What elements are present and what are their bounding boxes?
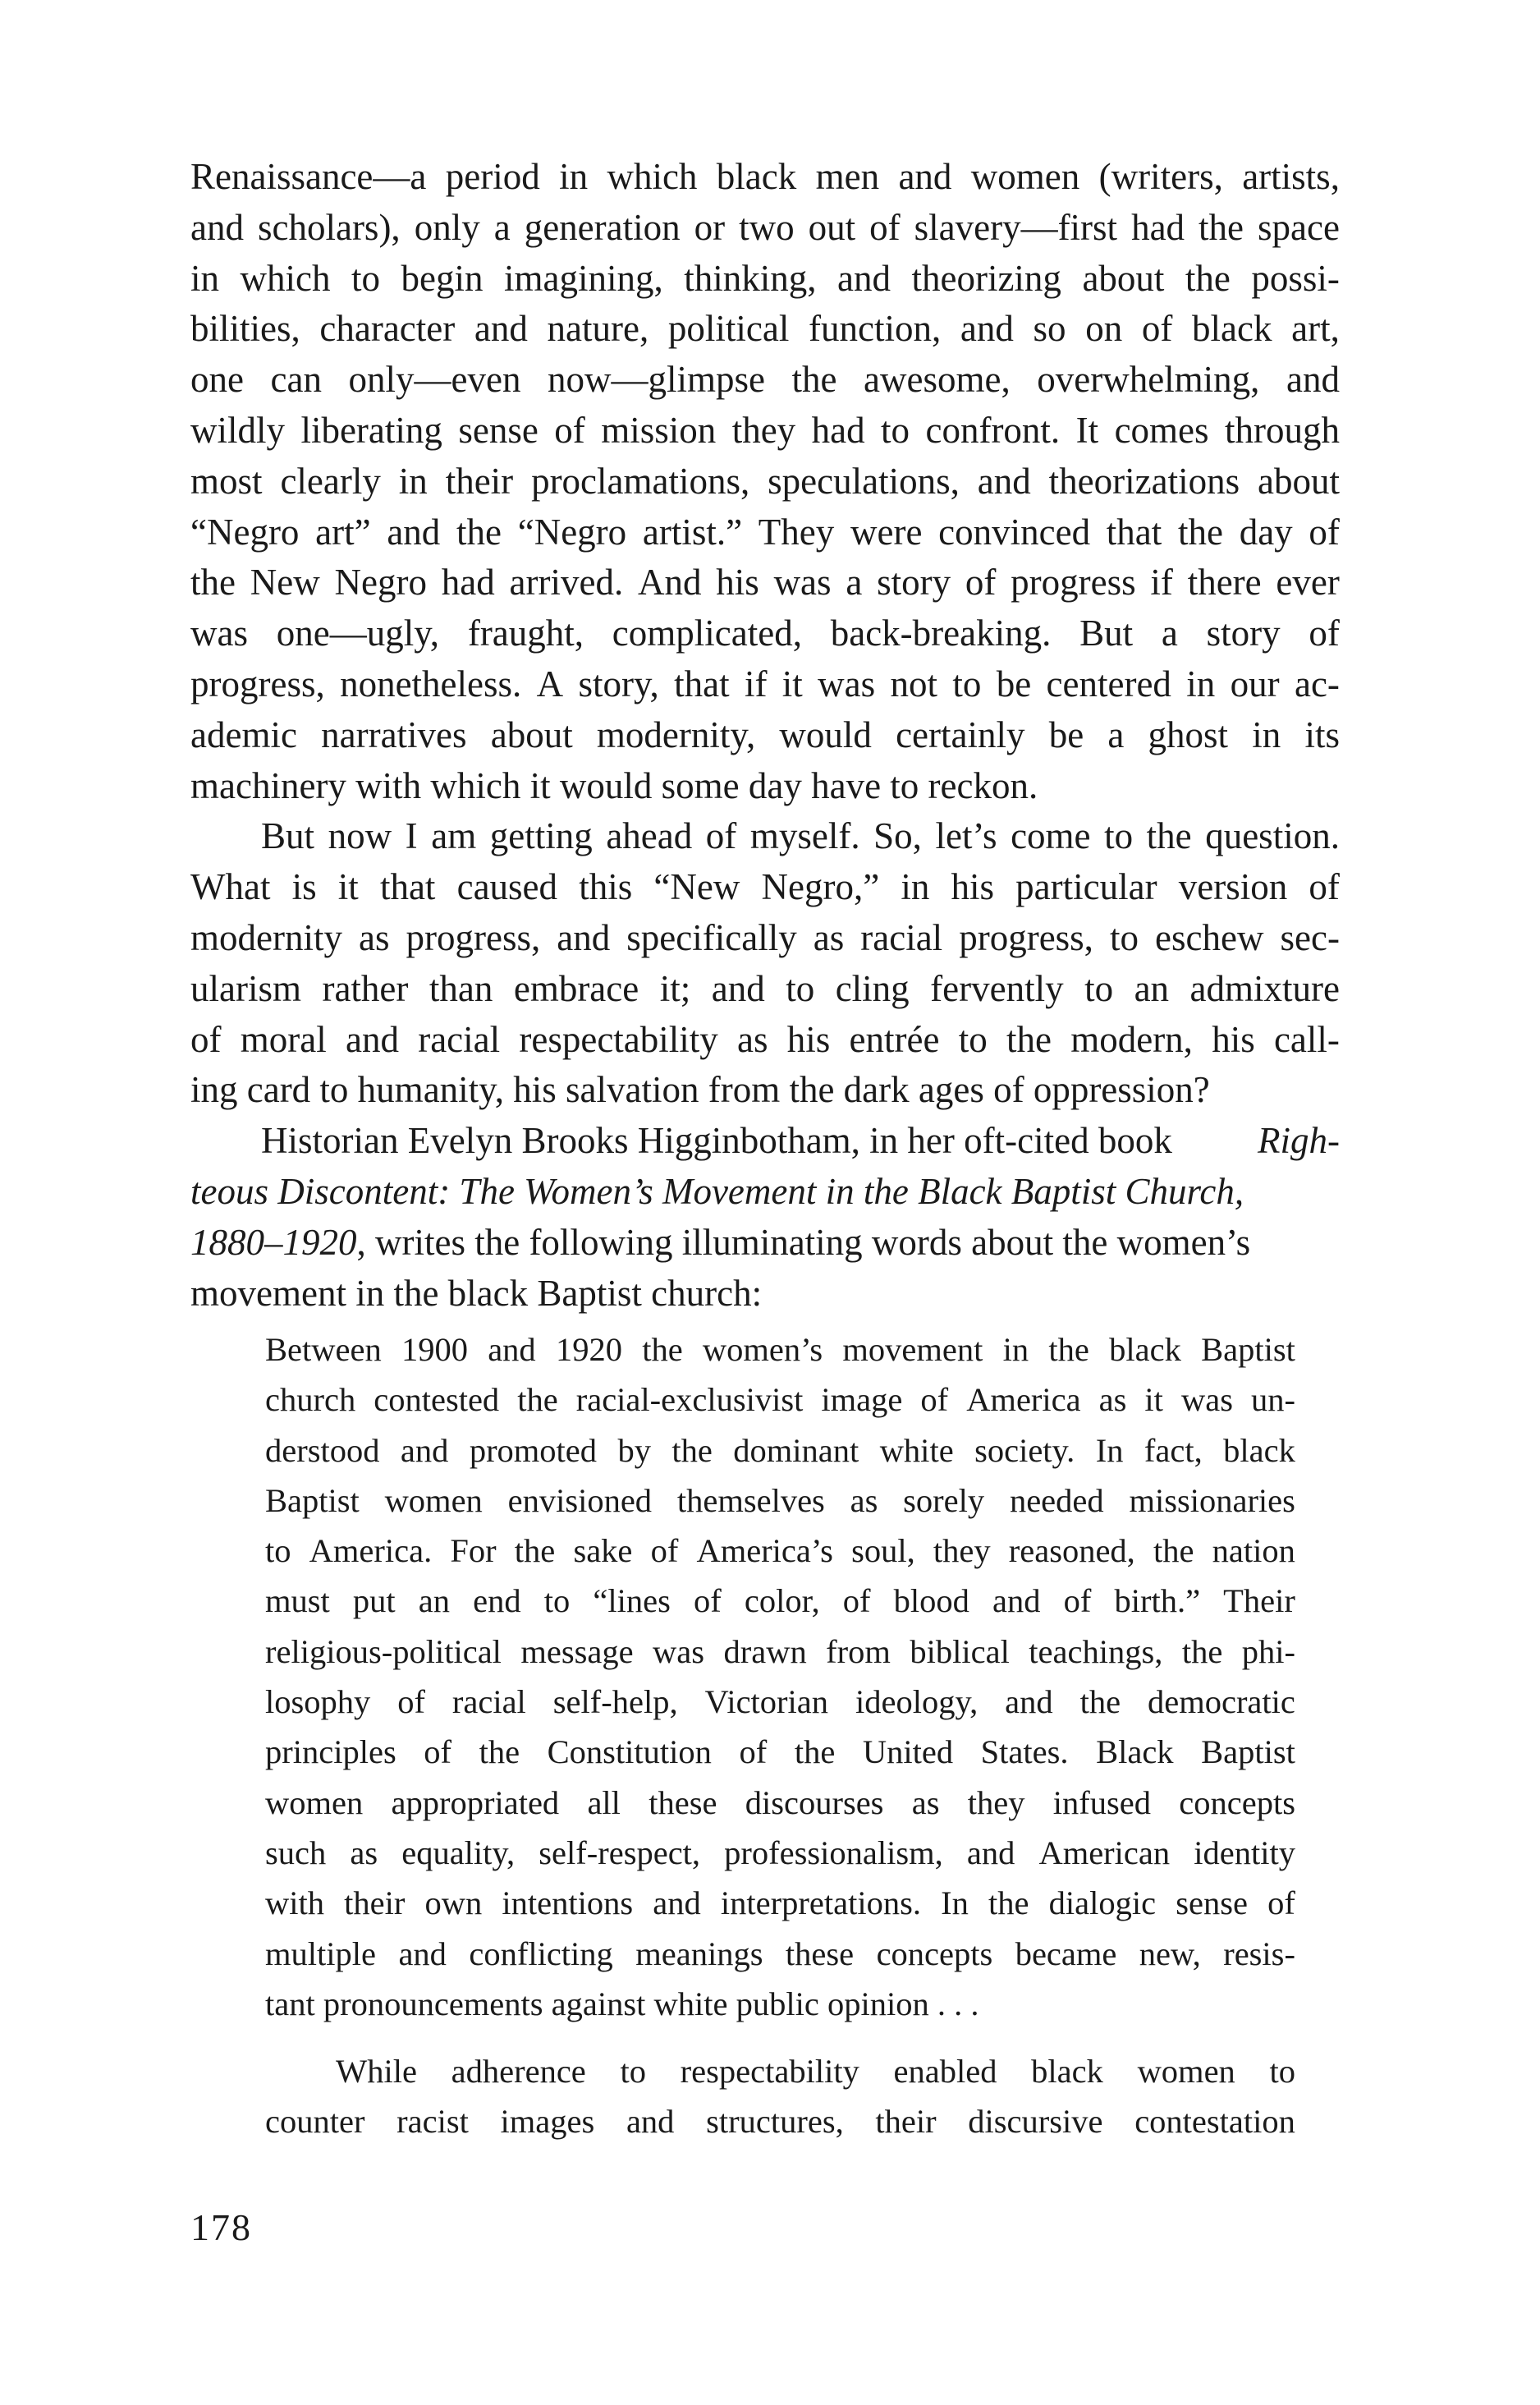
book-title-fragment: teous Discontent: The Women’s Movement in the Black Baptist Church,	[190, 1170, 1244, 1212]
book-title-years: 1880–1920	[190, 1221, 357, 1263]
text-line: to America. For the sake of America’s soul, they reasoned, the nation	[265, 1532, 1295, 1570]
text-line: While adherence to respectability enabled black women to	[336, 2053, 1295, 2090]
paragraph-1	[190, 152, 1340, 811]
text-line: the New Negro had arrived. And his was a story of progress if there ever	[190, 562, 1340, 604]
text-line: derstood and promoted by the dominant white society. In fact, black	[265, 1431, 1295, 1469]
text-line	[190, 1167, 1340, 1218]
text-line: machinery with which it would some day have to reckon.	[190, 764, 1038, 806]
text-line: “Negro art” and the “Negro artist.” They were convinced that the day of	[190, 511, 1340, 553]
book-title-fragment: Righ-	[1258, 1120, 1340, 1162]
text-line: losophy of racial self-help, Victorian ideology, and the democratic	[265, 1683, 1295, 1721]
text-line: ademic narratives about modernity, would certainly be a ghost in its	[190, 714, 1340, 755]
text-line: wildly liberating sense of mission they had to confront. It comes through	[190, 409, 1340, 451]
text-line: was one—ugly, fraught, complicated, back-breaking. But a story of	[190, 613, 1340, 654]
text-line: bilities, character and nature, political function, and so on of black art,	[190, 308, 1340, 350]
text-line: counter racist images and structures, their discursive contestation	[265, 2103, 1295, 2141]
text-line: church contested the racial-exclusivist image of America as it was un-	[265, 1381, 1295, 1419]
page-number: 178	[190, 2206, 252, 2248]
text-line: ularism rather than embrace it; and to cling fervently to an admixture	[190, 967, 1340, 1009]
text-line: one can only—even now—glimpse the awesome, overwhelming, and	[190, 359, 1340, 401]
block-quote-continuation	[265, 2046, 1295, 2147]
text-line	[190, 1269, 1340, 1320]
text-line: But now I am getting ahead of myself. So, let’s come to the question.	[261, 815, 1340, 857]
text-line: What is it that caused this “New Negro,” in his particular version of	[190, 866, 1340, 908]
page-body	[190, 152, 1340, 2141]
block-quote	[265, 1324, 1295, 2029]
text-line: and scholars), only a generation or two out of slavery—first had the space	[190, 206, 1340, 248]
text-line: of moral and racial respectability as his entrée to the modern, his call-	[190, 1018, 1340, 1060]
text-line: multiple and conflicting meanings these concepts became new, resis-	[265, 1935, 1295, 1972]
text-line	[190, 1116, 1340, 1167]
text-line: ing card to humanity, his salvation from the dark ages of oppression?	[190, 1069, 1210, 1111]
text-line	[190, 1218, 1340, 1269]
text-segment: movement in the black Baptist church:	[190, 1272, 763, 1314]
paragraph-3	[190, 1116, 1340, 1319]
text-line: Baptist women envisioned themselves as sorely needed missionaries	[265, 1481, 1295, 1519]
text-line: Between 1900 and 1920 the women’s movement in the black Baptist	[265, 1331, 1295, 1368]
text-line: Renaissance—a period in which black men and women (writers, artists,	[190, 156, 1340, 197]
text-line: in which to begin imagining, thinking, and theorizing about the possi-	[190, 257, 1340, 299]
text-segment: , writes the following illuminating words about the women’s	[356, 1221, 1251, 1263]
text-segment: Historian Evelyn Brooks Higginbotham, in her oft-cited book	[261, 1120, 1172, 1162]
text-line: religious-political message was drawn from biblical teachings, the phi-	[265, 1632, 1295, 1670]
text-line: tant pronouncements against white public opinion . . .	[265, 1985, 979, 2022]
text-line: progress, nonetheless. A story, that if it was not to be centered in our ac-	[190, 663, 1340, 705]
text-line: women appropriated all these discourses as they infused concepts	[265, 1783, 1295, 1821]
text-line: principles of the Constitution of the United States. Black Baptist	[265, 1733, 1295, 1771]
text-line: must put an end to “lines of color, of blood and of birth.” Their	[265, 1582, 1295, 1620]
text-line: modernity as progress, and specifically as racial progress, to eschew sec-	[190, 916, 1340, 958]
text-line: with their own intentions and interpretations. In the dialogic sense of	[265, 1884, 1295, 1922]
text-line: such as equality, self-respect, professionalism, and American identity	[265, 1834, 1295, 1871]
text-line: most clearly in their proclamations, speculations, and theorizations about	[190, 460, 1340, 502]
paragraph-2	[190, 811, 1340, 1116]
